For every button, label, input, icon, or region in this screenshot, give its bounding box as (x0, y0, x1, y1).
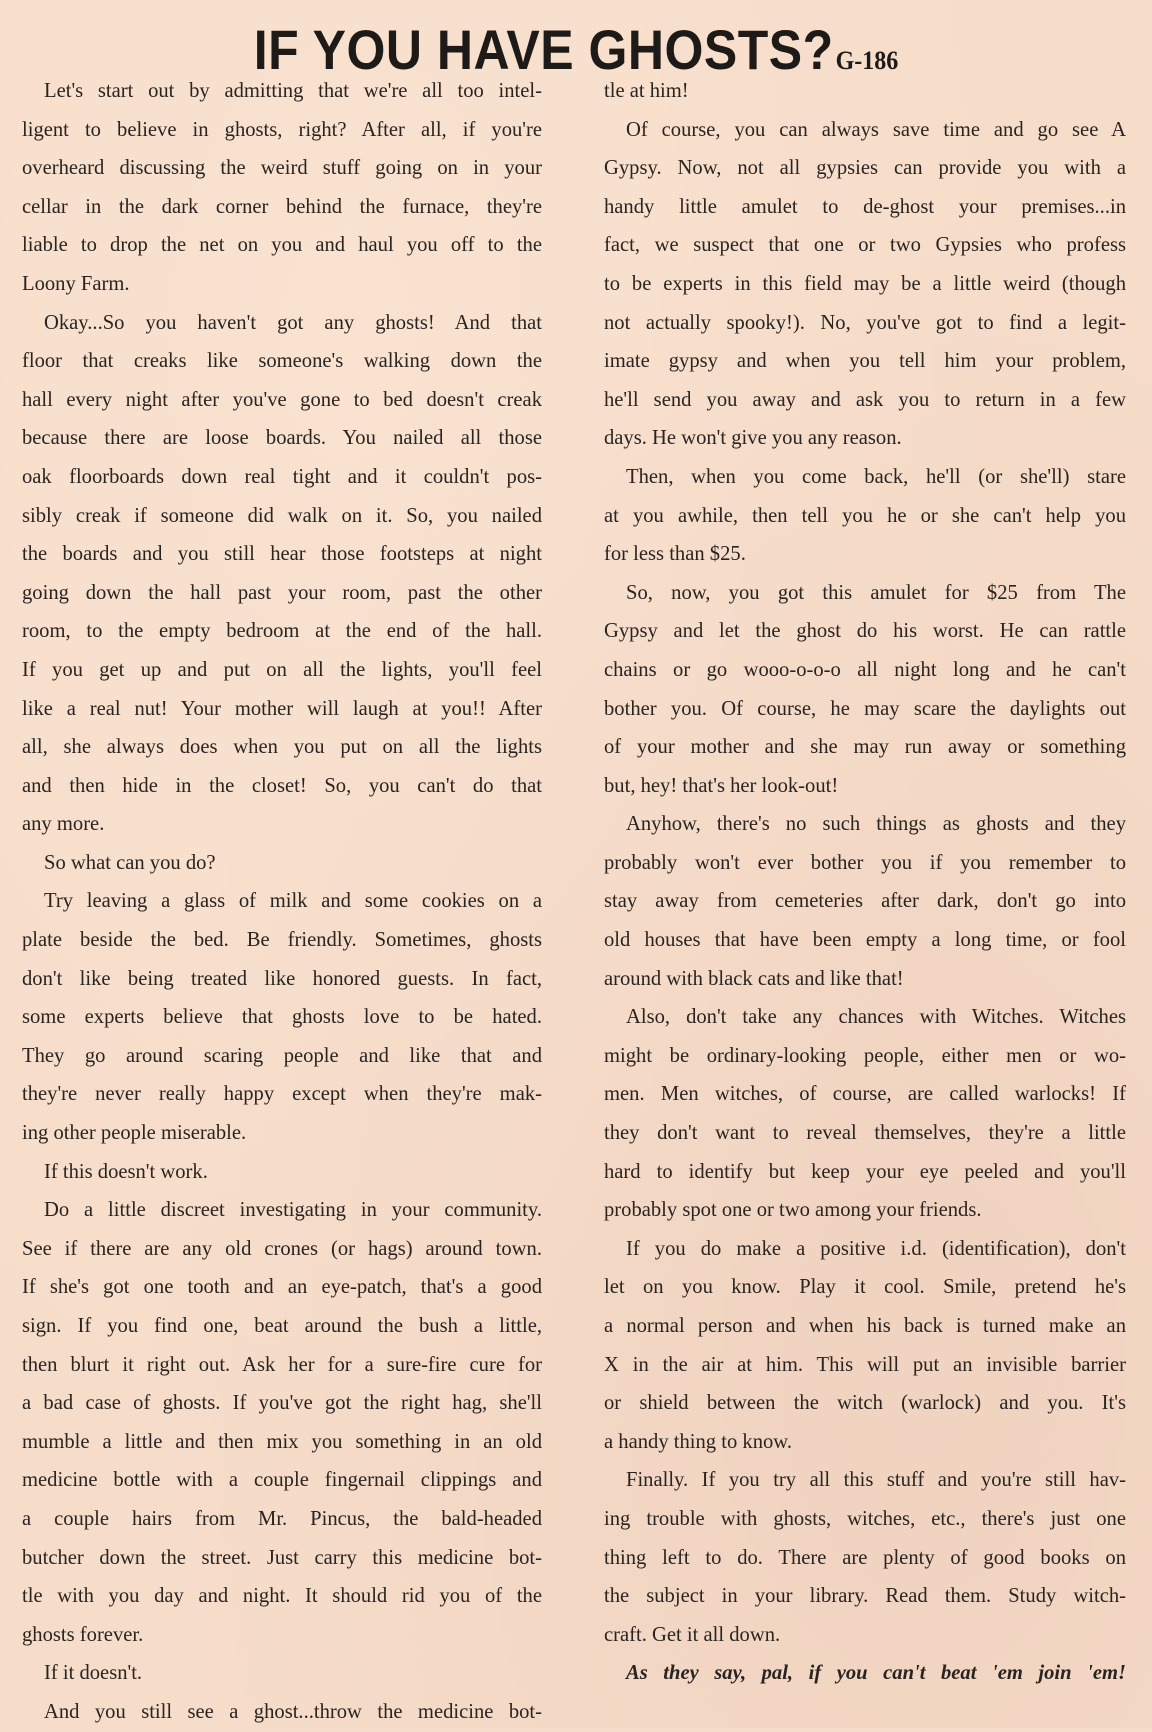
text-line: men. Men witches, of course, are called warlocks! If (604, 1083, 1126, 1106)
text-line: not actually spooky!). No, you've got to find a legit- (604, 311, 1126, 334)
text-line: Gypsy and let the ghost do his worst. He can rattle (604, 620, 1126, 643)
text-line: the subject in your library. Read them. Study witch- (604, 1585, 1126, 1608)
text-line: Do a little discreet investigating in your community. (44, 1199, 542, 1222)
text-line: And you still see a ghost...throw the medicine bot- (44, 1700, 542, 1723)
text-line: overheard discussing the weird stuff going on in your (22, 157, 542, 180)
text-line: some experts believe that ghosts love to be hated. (22, 1006, 542, 1029)
text-line: hard to identify but keep your eye peeled and you'll (604, 1160, 1126, 1183)
text-line: handy little amulet to de-ghost your premises...in (604, 195, 1126, 218)
text-line: at you awhile, then tell you he or she can't help you (604, 504, 1126, 527)
text-line: sibly creak if someone did walk on it. So, you nailed (22, 504, 542, 527)
text-line: sign. If you find one, beat around the bush a little, (22, 1315, 542, 1337)
text-line: days. He won't give you any reason. (604, 427, 902, 450)
text-line: they don't want to reveal themselves, they're a little (604, 1122, 1126, 1145)
text-line: plate beside the bed. Be friendly. Sometimes, ghosts (22, 929, 542, 952)
text-line: If you get up and put on all the lights, you'll feel (22, 658, 542, 681)
text-line: liable to drop the net on you and haul you off to the (22, 234, 542, 257)
text-line: a bad case of ghosts. If you've got the right hag, she'll (22, 1392, 542, 1415)
text-line: might be ordinary-looking people, either men or wo- (604, 1044, 1126, 1067)
text-line: Of course, you can always save time and go see A (626, 118, 1126, 141)
text-line: mumble a little and then mix you something in an old (22, 1430, 542, 1453)
text-line: So, now, you got this amulet for $25 from The (626, 581, 1126, 604)
left-column (22, 72, 542, 1732)
text-line: ing trouble with ghosts, witches, etc., there's just one (604, 1507, 1126, 1530)
text-line: X in the air at him. This will put an invisible barrier (604, 1353, 1126, 1376)
text-line: cellar in the dark corner behind the furnace, they're (22, 195, 542, 218)
text-line: hall every night after you've gone to bed doesn't creak (22, 388, 542, 411)
text-line: ing other people miserable. (22, 1122, 247, 1145)
title-text: IF YOU HAVE GHOSTS? (253, 18, 834, 82)
text-line: floor that creaks like someone's walking down the (22, 350, 542, 373)
text-line: If she's got one tooth and an eye-patch, that's a good (22, 1276, 542, 1299)
text-line: craft. Get it all down. (604, 1623, 781, 1646)
text-line: So what can you do? (44, 851, 216, 874)
text-line: probably won't ever bother you if you remember to (604, 851, 1126, 874)
text-line: butcher down the street. Just carry this medicine bot- (22, 1546, 542, 1569)
text-line: probably spot one or two among your friends. (604, 1199, 982, 1222)
text-line: Finally. If you try all this stuff and you're still hav- (626, 1469, 1126, 1492)
text-line: he'll send you away and ask you to return in a few (604, 388, 1126, 411)
text-line: stay away from cemeteries after dark, don't go into (604, 890, 1126, 913)
text-line: room, to the empty bedroom at the end of the hall. (22, 620, 542, 643)
text-line: don't like being treated like honored guests. In fact, (22, 967, 542, 990)
text-line: Also, don't take any chances with Witches. Witches (626, 1006, 1126, 1029)
text-line: going down the hall past your room, past the other (22, 581, 542, 604)
text-line: As they say, pal, if you can't beat 'em join 'em! (626, 1662, 1126, 1685)
text-line: and then hide in the closet! So, you can't do that (22, 774, 542, 797)
text-line: for less than $25. (604, 543, 746, 566)
text-line: tle with you day and night. It should rid you of the (22, 1585, 542, 1608)
text-line: all, she always does when you put on all the lights (22, 736, 542, 759)
text-line: thing left to do. There are plenty of good books on (604, 1546, 1126, 1569)
text-line: any more. (22, 813, 105, 836)
text-line: a couple hairs from Mr. Pincus, the bald-headed (22, 1507, 542, 1530)
text-line: old houses that have been empty a long time, or fool (604, 929, 1126, 952)
text-line: ghosts forever. (22, 1623, 144, 1646)
text-line: Try leaving a glass of milk and some cookies on a (44, 890, 542, 913)
text-line: Anyhow, there's no such things as ghosts and they (626, 813, 1126, 836)
text-line: chains or go wooo-o-o-o all night long and he can't (604, 658, 1126, 681)
text-line: If this doesn't work. (44, 1160, 208, 1183)
text-line: the boards and you still hear those footsteps at night (22, 543, 542, 566)
text-line: tle at him! (604, 80, 689, 102)
text-line: Let's start out by admitting that we're all too intel- (44, 80, 542, 102)
text-line: of your mother and she may run away or something (604, 736, 1126, 759)
text-line: Loony Farm. (22, 272, 130, 295)
text-line: let on you know. Play it cool. Smile, pretend he's (604, 1276, 1126, 1299)
right-column (604, 72, 1126, 1693)
text-line: Then, when you come back, he'll (or she'll) stare (626, 465, 1126, 488)
text-line: a normal person and when his back is turned make an (604, 1315, 1126, 1337)
text-line: then blurt it right out. Ask her for a sure-fire cure for (22, 1353, 542, 1376)
text-line: Okay...So you haven't got any ghosts! And that (44, 311, 542, 334)
text-line: They go around scaring people and like that and (22, 1044, 542, 1067)
text-line: imate gypsy and when you tell him your problem, (604, 350, 1126, 373)
text-line: to be experts in this field may be a little weird (though (604, 272, 1126, 295)
text-line: Gypsy. Now, not all gypsies can provide you with a (604, 157, 1126, 180)
text-line: they're never really happy except when they're mak- (22, 1083, 542, 1106)
text-line: ligent to believe in ghosts, right? After all, if you're (22, 118, 542, 141)
text-line: but, hey! that's her look-out! (604, 774, 839, 797)
text-line: If you do make a positive i.d. (identification), don't (626, 1237, 1126, 1260)
text-line: or shield between the witch (warlock) and you. It's (604, 1392, 1126, 1415)
text-line: bother you. Of course, he may scare the daylights out (604, 697, 1126, 720)
text-line: because there are loose boards. You nailed all those (22, 427, 542, 450)
text-line: like a real nut! Your mother will laugh at you!! After (22, 697, 542, 720)
text-line: oak floorboards down real tight and it couldn't pos- (22, 465, 542, 488)
text-line: See if there are any old crones (or hags) around town. (22, 1237, 542, 1260)
page-code: G-186 (835, 46, 899, 76)
text-line: around with black cats and like that! (604, 967, 904, 990)
text-line: fact, we suspect that one or two Gypsies who profess (604, 234, 1126, 257)
text-line: a handy thing to know. (604, 1430, 792, 1453)
text-line: If it doesn't. (44, 1662, 143, 1685)
text-line: medicine bottle with a couple fingernail clippings and (22, 1469, 542, 1492)
